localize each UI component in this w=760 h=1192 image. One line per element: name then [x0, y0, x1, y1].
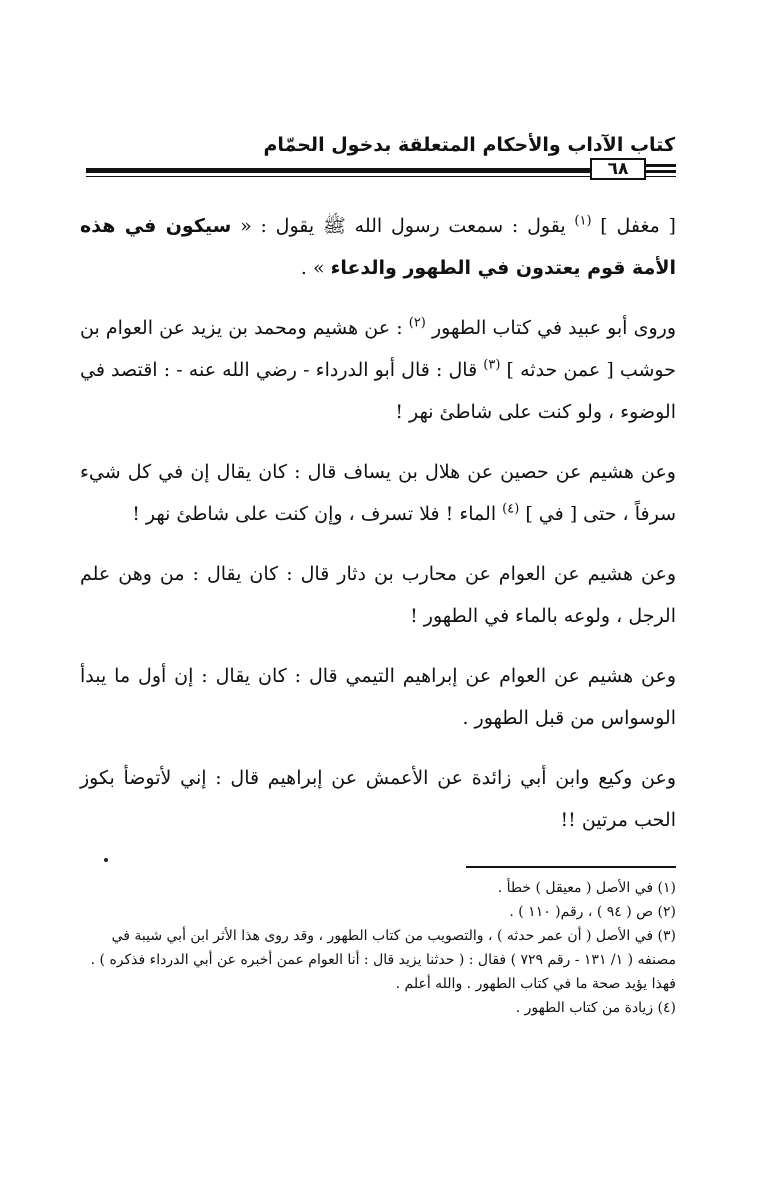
- hadith-quote: سيكون في هذه الأمة قوم يعتدون في الطهور والدعاء: [80, 215, 676, 279]
- ink-dot: [104, 858, 108, 862]
- page-number: ٦٨: [590, 158, 646, 180]
- header-rule-tail: [646, 164, 676, 167]
- text-run: : عن هشيم ومحمد بن يزيد عن العوام بن حوشب [ عمن حدثه ]: [80, 317, 676, 381]
- text-run: » .: [300, 257, 331, 279]
- text-run: [ مغفل ]: [591, 215, 676, 237]
- footnote-ref: (٤): [502, 501, 520, 517]
- footnote-separator: [466, 866, 676, 868]
- paragraph: وعن هشيم عن العوام عن محارب بن دثار قال : كان يقال : من وهن علم الرجل ، ولوعه بالماء في الطهور !: [80, 563, 676, 627]
- paragraph: [80, 307, 676, 433]
- footnote-2: (٢) ص ( ٩٤ ) ، رقم( ١١٠ ) .: [509, 904, 676, 920]
- paragraph: وعن وكيع وابن أبي زائدة عن الأعمش عن إبراهيم قال : إني لأتوضأ بكوز الحب مرتين !!: [80, 767, 676, 831]
- footnote-3: (٣) في الأصل ( أن عمر حدثه ) ، والتصويب من كتاب الطهور ، وقد روى هذا الأثر ابن أبي شيبة في مصنفه ( ١/ ١٣١ - رقم ٧٢٩ ) فقال : ( حدثنا يزيد قال : أنا العوام عمن أخبره عن أبي الدرداء فذكره ) . فهذا يؤيد صحة ما في كتاب الطهور . والله أعلم .: [90, 928, 676, 992]
- header-rule-tail: [646, 176, 676, 177]
- header-rule-tail: [646, 170, 676, 173]
- text-run: وروى أبو عبيد في كتاب الطهور: [425, 317, 676, 339]
- footnote-ref: (١): [574, 213, 592, 229]
- footnote-1: (١) في الأصل ( معيقل ) خطأ .: [497, 880, 676, 896]
- text-run: وعن هشيم عن حصين عن هلال بن يساف قال : كان يقال إن في كل شيء سرفاً ، حتى [ في ]: [80, 461, 676, 525]
- text-run: الماء ! فلا تسرف ، وإن كنت على شاطئ نهر !: [132, 503, 503, 525]
- footnote-4: (٤) زيادة من كتاب الطهور .: [515, 1000, 676, 1016]
- paragraph: وعن هشيم عن العوام عن إبراهيم التيمي قال : كان يقال : إن أول ما يبدأ الوسواس من قبل الطهور .: [80, 665, 676, 729]
- text-run: قال : قال أبو الدرداء - رضي الله عنه - : اقتصد في الوضوء ، ولو كنت على شاطئ نهر !: [80, 359, 676, 423]
- footnote-ref: (٢): [408, 315, 426, 331]
- main-text: [80, 205, 676, 859]
- text-run: يقول : سمعت رسول الله ﷺ يقول : «: [231, 215, 575, 237]
- header-rule-thin: [86, 176, 590, 177]
- footnotes: [80, 876, 676, 1020]
- running-title: كتاب الآداب والأحكام المتعلقة بدخول الحمّام: [263, 134, 675, 156]
- paragraph: [80, 205, 676, 289]
- header-rule: [86, 168, 590, 173]
- footnote-ref: (٣): [483, 357, 501, 373]
- paragraph: [80, 451, 676, 535]
